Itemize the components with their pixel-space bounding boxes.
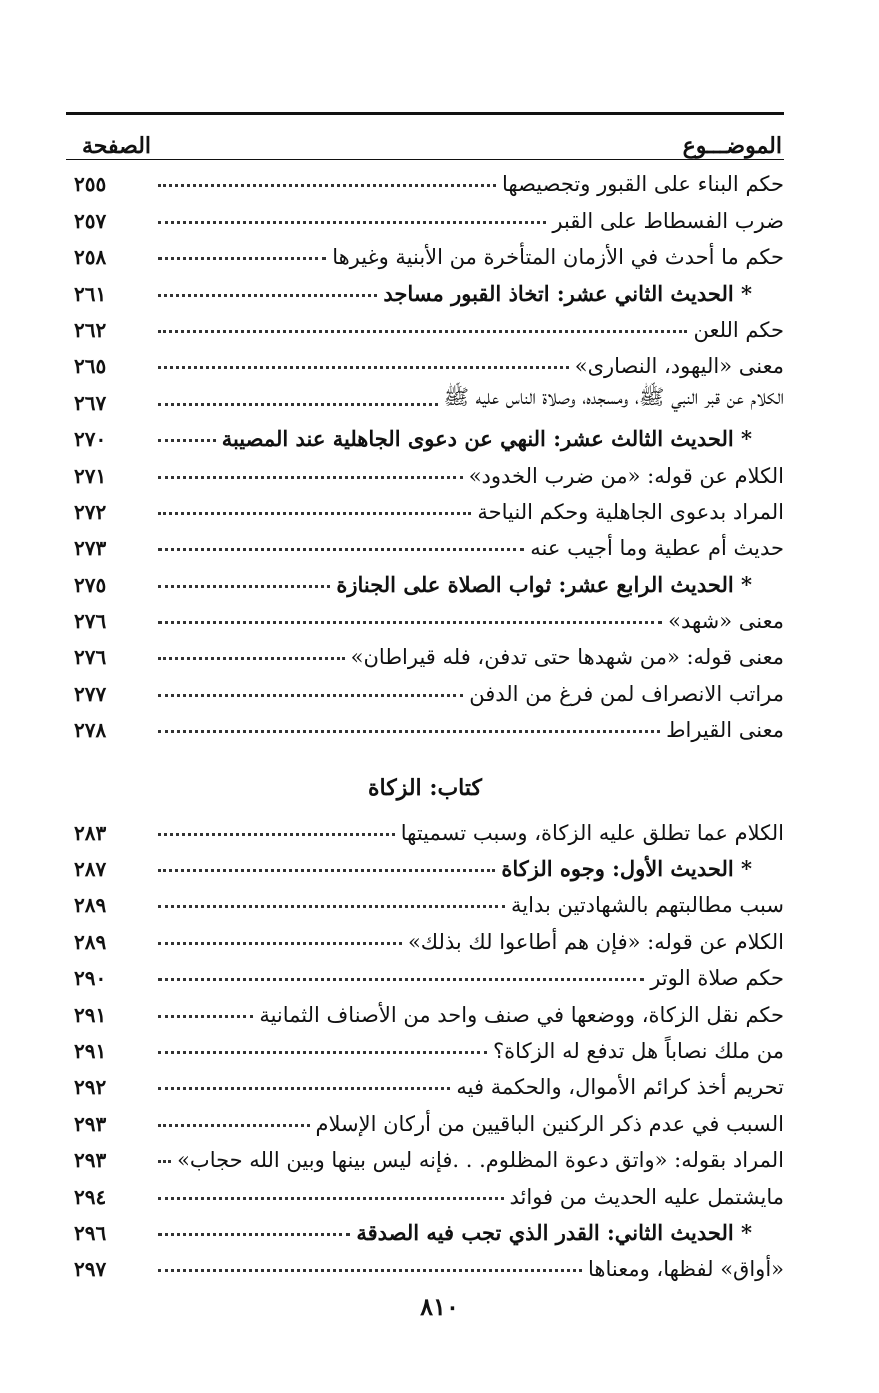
toc-entry — [66, 415, 784, 451]
dot-leader — [158, 1191, 504, 1200]
toc-entry — [66, 342, 784, 378]
toc-entry-title: معنى قوله: «من شهدها حتى تدفن، فله قيراطان» — [350, 645, 784, 670]
toc-list-part2 — [66, 808, 784, 1281]
toc-entry-page: ٢٩١ — [74, 1038, 107, 1063]
dot-leader — [158, 1118, 310, 1127]
dot-leader — [158, 433, 216, 442]
toc-entry-page: ٢٧٠ — [74, 427, 107, 452]
dot-leader — [158, 579, 330, 588]
toc-entry — [66, 881, 784, 917]
toc-entry — [66, 808, 784, 844]
toc-entry-page: ٢٦٢ — [74, 317, 107, 342]
toc-entry-title: * الحديث الأول: وجوه الزكاة — [501, 856, 752, 882]
dot-leader — [158, 863, 495, 872]
toc-entry-page: ٢٨٩ — [74, 893, 107, 918]
toc-entry — [66, 451, 784, 487]
dot-leader — [158, 1009, 253, 1018]
toc-entry — [66, 669, 784, 705]
toc-entry-title: الكلام عما تطلق عليه الزكاة، وسبب تسميتها — [400, 820, 784, 845]
toc-entry-title: مايشتمل عليه الحديث من فوائد — [509, 1184, 784, 1209]
dot-leader — [158, 688, 463, 697]
page-column-label: الصفحة — [82, 133, 152, 159]
dot-leader — [158, 1045, 487, 1054]
dot-leader — [158, 1227, 350, 1236]
dot-leader — [158, 972, 644, 981]
toc-entry — [66, 1099, 784, 1135]
toc-entry-title: حكم نقل الزكاة، ووضعها في صنف واحد من الأصناف الثمانية — [259, 1002, 784, 1027]
toc-list-part1 — [66, 160, 784, 742]
toc-entry-page: ٢٩٣ — [74, 1148, 107, 1173]
toc-entry-title: الكلام عن قوله: «فإن هم أطاعوا لك بذلك» — [407, 929, 784, 954]
toc-entry-title: الكلام عن قبر النبي ﷺ، ومسجده، وصلاة الناس عليه ﷺ — [443, 384, 784, 409]
dot-leader — [158, 899, 505, 908]
toc-entry-title: المراد بقوله: «واتق دعوة المظلوم. . .فإنه ليس بينها وبين الله حجاب» — [177, 1148, 784, 1173]
toc-entry-page: ٢٨٩ — [74, 929, 107, 954]
toc-entry — [66, 524, 784, 560]
toc-entry-page: ٢٩٣ — [74, 1111, 107, 1136]
toc-entry-page: ٢٥٥ — [74, 172, 107, 197]
toc-entry-page: ٢٧٨ — [74, 718, 107, 743]
dot-leader — [158, 724, 660, 733]
toc-entry — [66, 1136, 784, 1172]
toc-entry-page: ٢٩٠ — [74, 966, 107, 991]
dot-leader — [158, 1263, 582, 1272]
toc-entry-title: «أواق» لفظها، ومعناها — [588, 1257, 784, 1282]
toc-entry-page: ٢٧٢ — [74, 499, 107, 524]
toc-entry-title: * الحديث الثالث عشر: النهي عن دعوى الجاهلية عند المصيبة — [221, 426, 752, 452]
toc-entry-title: تحريم أخذ كرائم الأموال، والحكمة فيه — [456, 1075, 784, 1100]
toc-entry-title: الكلام عن قوله: «من ضرب الخدود» — [468, 463, 784, 488]
dot-leader — [158, 936, 402, 945]
dot-leader — [158, 215, 546, 224]
toc-entry-page: ٢٩٤ — [74, 1184, 107, 1209]
toc-entry-page: ٢٩٧ — [74, 1257, 107, 1282]
toc-entry-page: ٢٩٢ — [74, 1075, 107, 1100]
toc-entry — [66, 1245, 784, 1281]
dot-leader — [158, 288, 377, 297]
toc-entry-title: * الحديث الثاني: القدر الذي تجب فيه الصدقة — [356, 1219, 752, 1245]
toc-entry-title: السبب في عدم ذكر الركنين الباقيين من أركان الإسلام — [315, 1111, 784, 1136]
toc-entry-page: ٢٧١ — [74, 463, 107, 488]
toc-entry — [66, 306, 784, 342]
dot-leader — [158, 651, 345, 660]
toc-entry-title: من ملك نصاباً هل تدفع له الزكاة؟ — [493, 1038, 784, 1063]
toc-entry-page: ٢٩١ — [74, 1002, 107, 1027]
toc-entry-title: معنى «اليهود، النصارى» — [574, 354, 784, 379]
toc-entry-page: ٢٩٦ — [74, 1220, 107, 1245]
toc-entry-title: حكم اللعن — [693, 317, 784, 342]
dot-leader — [158, 1154, 171, 1163]
section-title: كتاب: الزكاة — [368, 775, 482, 802]
toc-entry-page: ٢٧٧ — [74, 681, 107, 706]
dot-leader — [158, 324, 687, 333]
toc-entry-page: ٢٥٧ — [74, 208, 107, 233]
toc-entry-page: ٢٧٦ — [74, 609, 107, 634]
toc-entry — [66, 1172, 784, 1208]
toc-entry — [66, 597, 784, 633]
toc-entry-page: ٢٨٣ — [74, 820, 107, 845]
toc-entry — [66, 269, 784, 305]
toc-entry-title: معنى «شهد» — [668, 609, 784, 634]
page-number: ٨١٠ — [420, 1292, 459, 1321]
toc-header — [66, 115, 784, 160]
toc-entry-title: معنى القيراط — [666, 718, 784, 743]
dot-leader — [158, 251, 326, 260]
dot-leader — [158, 178, 496, 187]
dot-leader — [158, 615, 662, 624]
toc-entry-title: سبب مطالبتهم بالشهادتين بداية — [511, 893, 784, 918]
toc-entry-page: ٢٦٧ — [74, 390, 107, 415]
toc-entry-page: ٢٦٥ — [74, 354, 107, 379]
toc-entry-page: ٢٧٣ — [74, 536, 107, 561]
toc-entry — [66, 1027, 784, 1063]
toc-entry-title: ضرب الفسطاط على القبر — [552, 208, 784, 233]
toc-entry — [66, 196, 784, 232]
toc-entry — [66, 1063, 784, 1099]
toc-page — [66, 112, 784, 1281]
topic-column-label: الموضـــوع — [682, 133, 782, 159]
toc-entry — [66, 378, 784, 414]
toc-entry-page: ٢٦١ — [74, 281, 107, 306]
toc-entry — [66, 1209, 784, 1245]
toc-entry — [66, 160, 784, 196]
toc-entry — [66, 633, 784, 669]
toc-entry-page: ٢٧٥ — [74, 572, 107, 597]
toc-entry-page: ٢٧٦ — [74, 645, 107, 670]
dot-leader — [158, 360, 569, 369]
dot-leader — [158, 542, 524, 551]
dot-leader — [158, 397, 438, 406]
toc-entry — [66, 488, 784, 524]
toc-entry-title: * الحديث الثاني عشر: اتخاذ القبور مساجد — [383, 280, 752, 306]
toc-entry — [66, 990, 784, 1026]
dot-leader — [158, 470, 463, 479]
dot-leader — [158, 506, 471, 515]
toc-entry-title: حديث أم عطية وما أجيب عنه — [530, 536, 784, 561]
toc-entry — [66, 233, 784, 269]
toc-entry — [66, 917, 784, 953]
toc-entry-title: المراد بدعوى الجاهلية وحكم النياحة — [477, 499, 784, 524]
toc-entry — [66, 845, 784, 881]
toc-entry — [66, 706, 784, 742]
toc-entry-title: حكم ما أحدث في الأزمان المتأخرة من الأبنية وغيرها — [332, 245, 784, 270]
dot-leader — [158, 827, 395, 836]
toc-entry-title: حكم البناء على القبور وتجصيصها — [502, 172, 784, 197]
toc-entry-page: ٢٥٨ — [74, 245, 107, 270]
toc-entry-title: مراتب الانصراف لمن فرغ من الدفن — [469, 681, 784, 706]
toc-entry — [66, 560, 784, 596]
dot-leader — [158, 1081, 450, 1090]
toc-entry — [66, 954, 784, 990]
toc-entry-title: حكم صلاة الوتر — [650, 966, 784, 991]
toc-entry-title: * الحديث الرابع عشر: ثواب الصلاة على الجنازة — [336, 571, 752, 597]
toc-entry-page: ٢٨٧ — [74, 857, 107, 882]
